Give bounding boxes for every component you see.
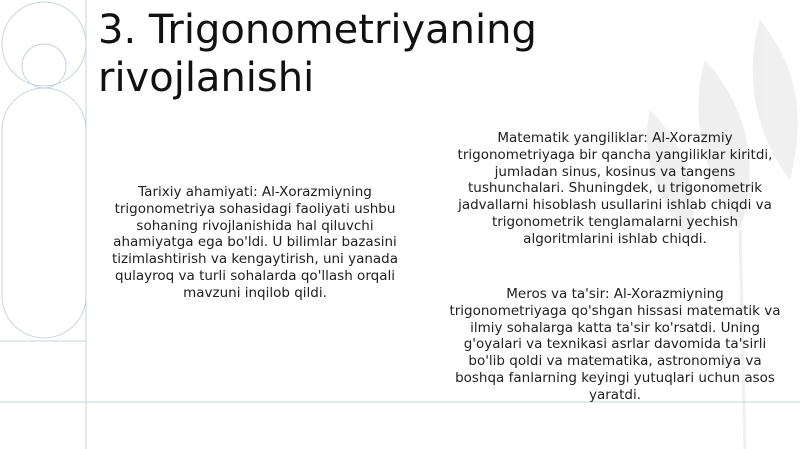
text-line: boshqa fanlarning keyingi yutuqlari uchun asos (455, 369, 775, 386)
slide-title (98, 6, 658, 102)
text-line: yaratdi. (589, 386, 641, 403)
text-line: sohaning rivojlanishida hal qiluvchi (136, 217, 374, 234)
text-line: Matematik yangiliklar: Al-Xorazmiy (497, 130, 733, 146)
decor-rounded-rect (2, 88, 86, 338)
text-line: trigonometriyaga bir qancha yangiliklar kiritdi, (457, 146, 773, 163)
math-innovations-text (440, 130, 790, 248)
text-line: ahamiyatga ega bo'ldi. U bilimlar bazasini (113, 234, 397, 251)
title-line-1: 3. Trigonometriyaning (98, 7, 537, 53)
text-line: ilmiy sohalarga katta ta'sir ko'rsatdi. Uning (470, 319, 760, 336)
text-line: mavzuni inqilob qildi. (183, 284, 327, 301)
text-line: algoritmlarini ishlab chiqdi. (523, 230, 707, 247)
text-line: Tarixiy ahamiyati: Al-Xorazmiyning (138, 184, 372, 200)
text-line: trigonometriyaga qo'shgan hissasi matematik va (449, 302, 781, 319)
text-line: bo'lib qoldi va matematika, astronomiya va (468, 353, 762, 370)
decor-circle-small (22, 44, 66, 88)
title-line-2: rivojlanishi (98, 55, 315, 101)
text-line: trigonometriya sohasidagi faoliyati ushbu (114, 200, 396, 217)
text-line: Meros va ta'sir: Al-Xorazmiyning (506, 286, 724, 302)
text-line: tushunchalari. Shuningdek, u trigonometrik (467, 180, 763, 197)
historical-significance-text (100, 184, 410, 302)
text-line: g'oyalari va texnikasi asrlar davomida ta'sirli (463, 336, 767, 353)
text-line: tizimlashtirish va kengaytirish, uni yanada (111, 251, 399, 268)
text-line: trigonometrik tenglamalarni yechish (491, 213, 739, 230)
text-line: qulayroq va turli sohalarda qo'llash orqali (115, 267, 395, 284)
legacy-influence-text (440, 286, 790, 404)
text-line: jadvallarni hisoblash usullarini ishlab chiqdi va (458, 197, 772, 214)
text-line: jumladan sinus, kosinus va tangens (494, 163, 736, 180)
